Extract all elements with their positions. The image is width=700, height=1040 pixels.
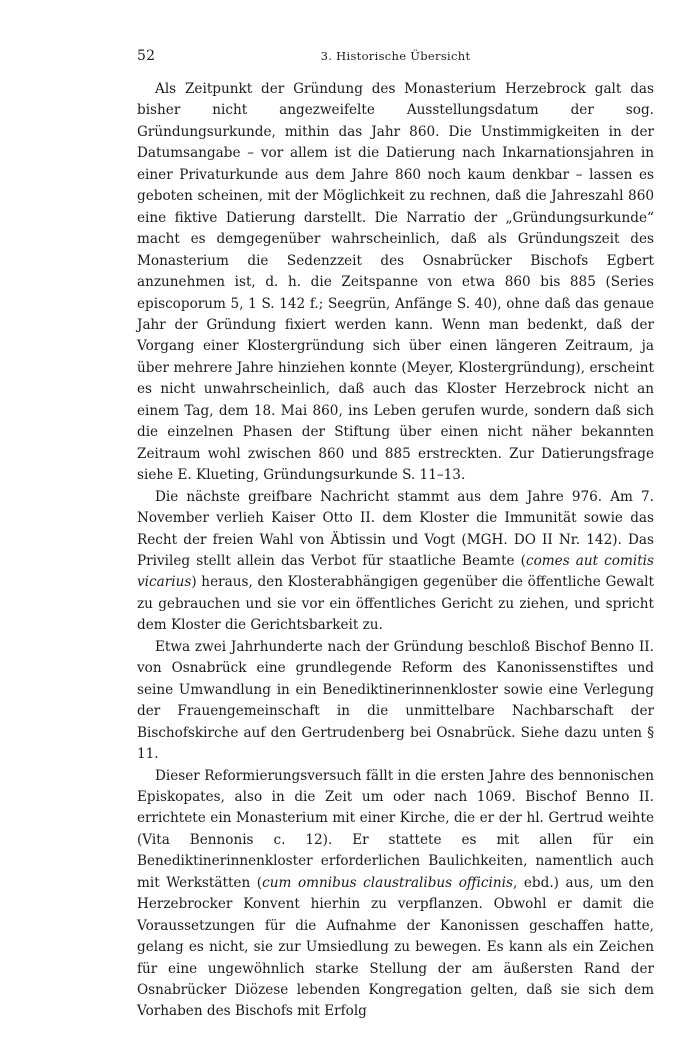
paragraph-text: Dieser Reformierungsversuch fällt in die ersten Jahre des bennonischen Episkopates, also in die Zeit um oder nach 1069. Bischof Benno II. errichtete ein Monasterium mit einer Kirche, die er der hl. Gertrud weihte (Vita Bennonis c. 12). Er stattete es mit allen für ein Benediktinerinnenkloster erforderlichen Baulichkeiten, namentlich auch mit Werkstätten ( xyxy=(137,767,654,891)
page-header xyxy=(137,48,654,68)
paragraph-founding-date xyxy=(137,79,654,487)
italic-latin-phrase: cum omnibus claustralibus officinis xyxy=(262,874,513,891)
paragraph-otto-privilege xyxy=(137,487,654,637)
paragraph-text: ) heraus, den Klosterabhängigen gegenüber die öffentliche Gewalt zu gebrauchen und sie vor ein öffentliches Gericht zu ziehen, und spricht dem Kloster die Gerichtsbarkeit zu. xyxy=(137,574,654,634)
page-number: 52 xyxy=(137,48,156,64)
paragraph-text: , ebd.) aus, um den Herzebrocker Konvent hierhin zu verpflanzen. Obwohl er damit die Voraussetzungen für die Aufnahme der Kanonissen geschaffen hatte, gelang es nicht, sie zur Umsiedlung zu bewegen. Es kann als ein Zeichen für eine ungewöhnlich starke Stellung der am äußersten Rand der Osnabrücker Diözese lebenden Kongregation gelten, daß sie sich dem Vorhaben des Bischofs mit Erfolg xyxy=(137,874,655,1020)
paragraph-text: Als Zeitpunkt der Gründung des Monasterium Herzebrock galt das bisher nicht angezweifelte Ausstellungsdatum der sog. Gründungsurkunde, mithin das Jahr 860. Die Unstimmigkeiten in der Datumsangabe – vor allem ist die Datierung nach Inkarnationsjahren in einer Privaturkunde aus dem Jahre 860 noch kaum denkbar – lassen es geboten scheinen, mit der Möglichkeit zu rechnen, daß die Jahreszahl 860 eine fiktive Datierung darstellt. Die Narratio der „Gründungsurkunde“ macht es demgegenüber wahrscheinlich, daß als Gründungszeit des Monasterium die Sedenzzeit des Osnabrücker Bischofs Egbert anzunehmen ist, d. h. die Zeitspanne von etwa 860 bis 885 (Series episcoporum 5, 1 S. 142 f.; Seegrün, Anfänge S. 40), ohne daß das genaue Jahr der Gründung fixiert werden kann. Wenn man bedenkt, daß der Vorgang einer Klostergründung sich über einen längeren Zeitraum, ja über mehrere Jahre hinziehen konnte (Meyer, Klostergründung), erscheint es nicht unwahrscheinlich, daß auch das Kloster Herzebrock nicht an einem Tag, dem 18. Mai 860, ins Leben gerufen wurde, sondern daß sich die einzelnen Phasen der Stiftung über einen nicht näher bekannten Zeitraum wohl zwischen 860 und 885 erstreckten. Zur Datierungsfrage siehe E. Klueting, Gründungsurkunde S. 11–13. xyxy=(137,81,654,484)
italic-latin-phrase: comes aut comitis vicarius xyxy=(137,552,655,591)
body-text xyxy=(137,79,654,1023)
running-head: 3. Historische Übersicht xyxy=(320,49,471,63)
paragraph-benno-reform xyxy=(137,637,654,766)
paragraph-text: Die nächste greifbare Nachricht stammt aus dem Jahre 976. Am 7. November verlieh Kaiser Otto II. dem Kloster die Immunität sowie das Recht der freien Wahl von Äbtissin und Vogt (MGH. DO II Nr. 142). Das Privileg stellt allein das Verbot für staatliche Beamte ( xyxy=(137,488,654,569)
paragraph-text: Etwa zwei Jahrhunderte nach der Gründung beschloß Bischof Benno II. von Osnabrück eine grundlegende Reform des Kanonissenstiftes und seine Umwandlung in ein Benediktinerinnenkloster sowie eine Verlegung der Frauengemeinschaft in die unmittelbare Nachbarschaft der Bischofskirche auf den Gertrudenberg bei Osnabrück. Siehe dazu unten § 11. xyxy=(137,638,654,763)
paragraph-reform-attempt xyxy=(137,766,654,1023)
